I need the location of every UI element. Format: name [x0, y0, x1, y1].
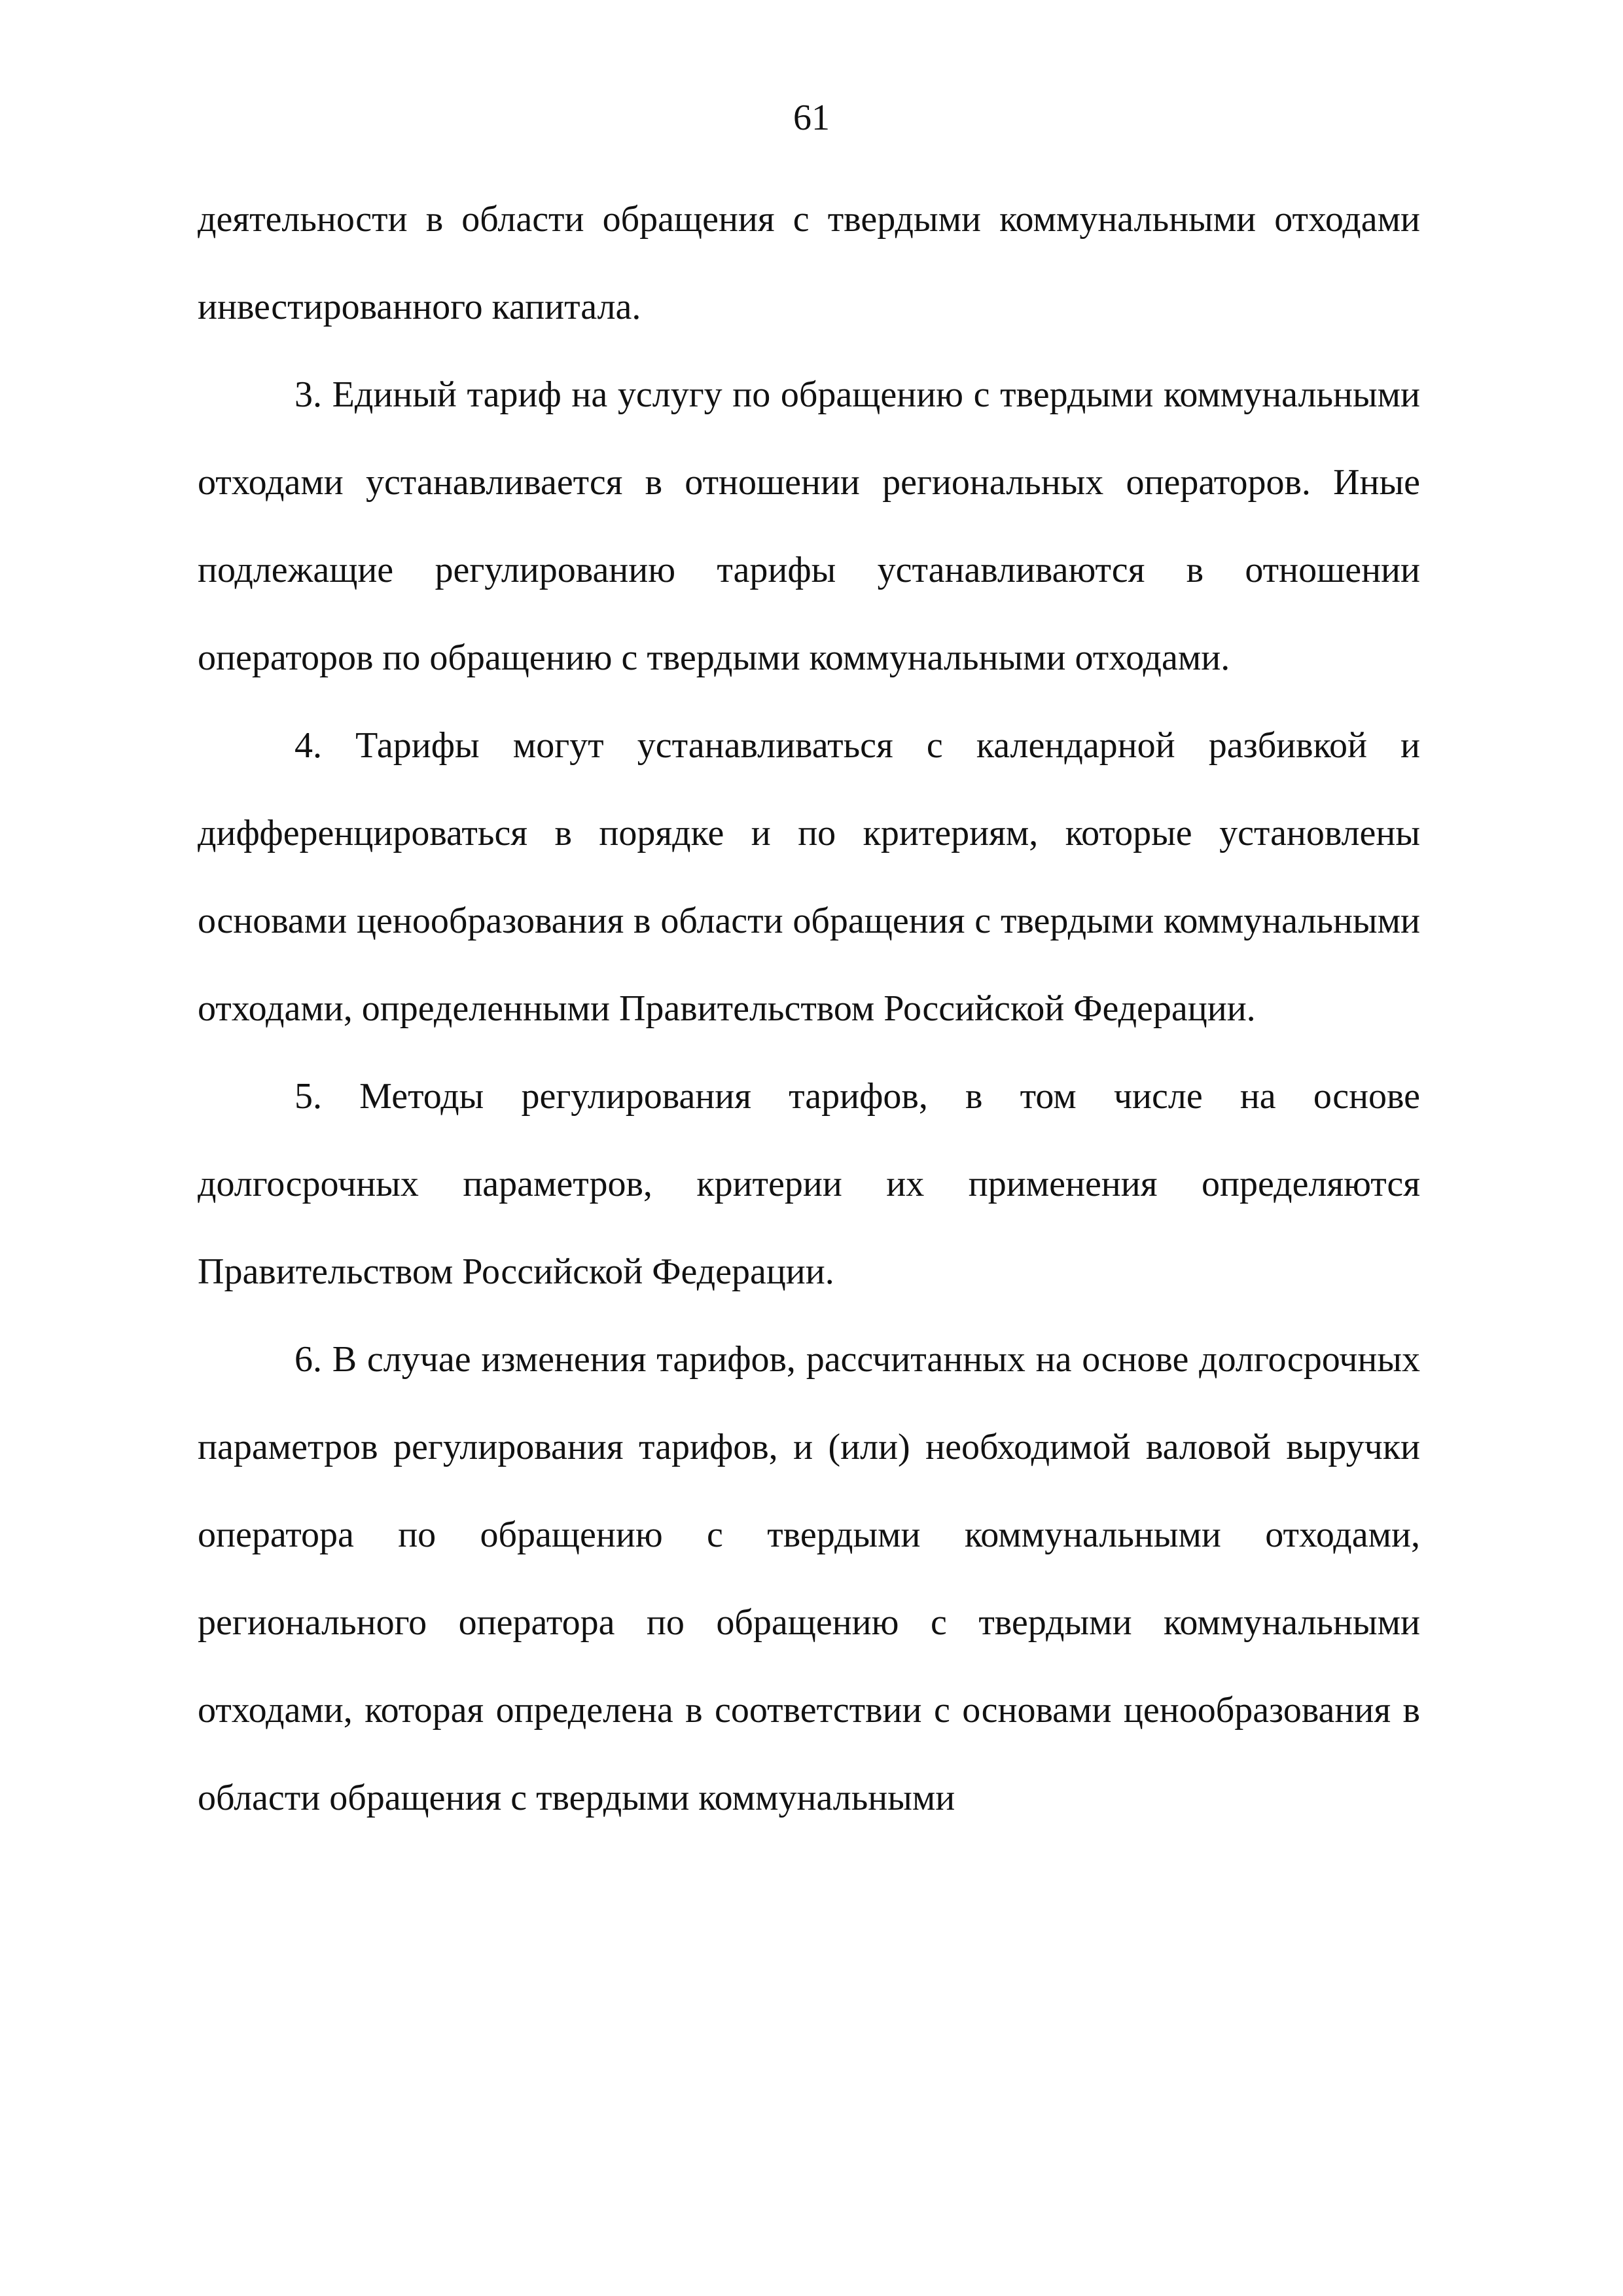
page-number: 61: [793, 98, 830, 138]
paragraph-item-5: 5. Методы регулирования тарифов, в том числе на основе долгосрочных параметров, критерии их применения определяются Правительством Российской Федерации.: [198, 1076, 1420, 1292]
paragraph-continuation: деятельности в области обращения с твердыми коммунальными отходами инвестированного капитала.: [198, 199, 1420, 327]
paragraph-item-6: 6. В случае изменения тарифов, рассчитанных на основе долгосрочных параметров регулирования тарифов, и (или) необходимой валовой выручки оператора по обращению с твердыми коммунальными отходами, регионального оператора по обращению с твердыми коммунальными отходами, которая определена в соответствии с основами ценообразования в области обращения с твердыми коммунальными: [198, 1339, 1420, 1818]
paragraph-item-3: 3. Единый тариф на услугу по обращению с твердыми коммунальными отходами устанавливается в отношении региональных операторов. Иные подлежащие регулированию тарифы устанавливаются в отношении операторов по обращению с твердыми коммунальными отходами.: [198, 374, 1420, 678]
document-body: [198, 175, 1420, 1842]
paragraph-item-4: 4. Тарифы могут устанавливаться с календарной разбивкой и дифференцироваться в порядке и по критериям, которые установлены основами ценообразования в области обращения с твердыми коммунальными отходами, определенными Правительством Российской Федерации.: [198, 725, 1420, 1029]
